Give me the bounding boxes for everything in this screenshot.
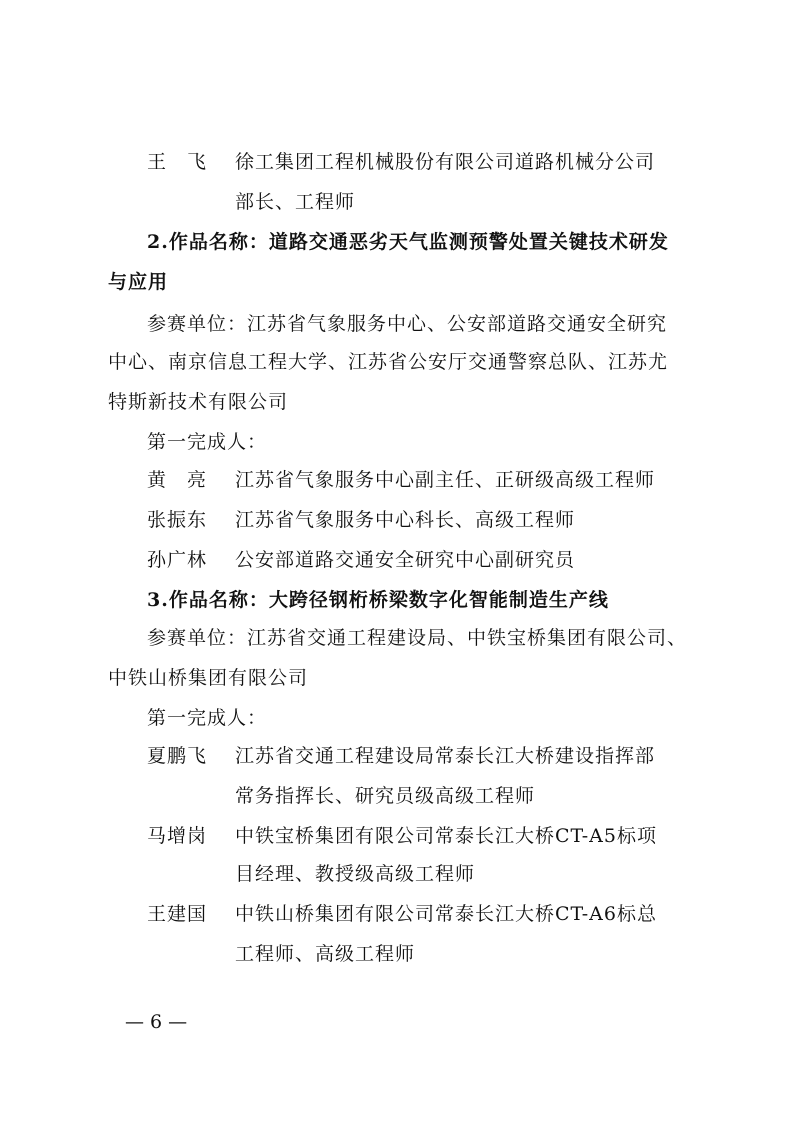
person-name: 张振东 — [147, 509, 208, 531]
person-name: 夏鹏飞 — [147, 745, 208, 767]
work-title: 2.作品名称：道路交通恶劣天气监测预警处置关键技术研发 — [147, 231, 669, 253]
person-name: 孙广林 — [147, 549, 208, 571]
work-title: 3.作品名称：大跨径钢桁桥梁数字化智能制造生产线 — [147, 589, 609, 611]
completers-label: 第一完成人： — [147, 707, 268, 729]
participating-units-continued: 特斯新技术有限公司 — [108, 391, 289, 413]
participating-units-continued: 中心、南京信息工程大学、江苏省公安厅交通警察总队、江苏尤 — [108, 351, 669, 373]
person-title: 中铁山桥集团有限公司常泰长江大桥CT-A6标总 — [235, 903, 657, 925]
person-title-continued: 部长、工程师 — [235, 191, 356, 213]
person-title: 中铁宝桥集团有限公司常泰长江大桥CT-A5标项 — [235, 825, 657, 847]
participating-units: 参赛单位：江苏省交通工程建设局、中铁宝桥集团有限公司、 — [147, 627, 688, 649]
person-name: 王 飞 — [147, 151, 208, 173]
person-title: 公安部道路交通安全研究中心副研究员 — [235, 549, 576, 571]
person-title: 江苏省气象服务中心科长、高级工程师 — [235, 509, 576, 531]
person-title: 徐工集团工程机械股份有限公司道路机械分公司 — [235, 151, 656, 173]
person-title: 江苏省气象服务中心副主任、正研级高级工程师 — [235, 469, 656, 491]
completers-label: 第一完成人： — [147, 431, 268, 453]
person-name: 王建国 — [147, 903, 208, 925]
person-name: 马增岗 — [147, 825, 208, 847]
work-title-continued: 与应用 — [108, 271, 169, 293]
page-number: — 6 — — [125, 1011, 188, 1033]
person-title-continued: 常务指挥长、研究员级高级工程师 — [235, 785, 536, 807]
person-title-continued: 目经理、教授级高级工程师 — [235, 863, 476, 885]
person-title-continued: 工程师、高级工程师 — [235, 943, 416, 965]
person-name: 黄 亮 — [147, 469, 208, 491]
participating-units: 参赛单位：江苏省气象服务中心、公安部道路交通安全研究 — [147, 313, 668, 335]
participating-units-continued: 中铁山桥集团有限公司 — [108, 667, 309, 689]
person-title: 江苏省交通工程建设局常泰长江大桥建设指挥部 — [235, 745, 656, 767]
